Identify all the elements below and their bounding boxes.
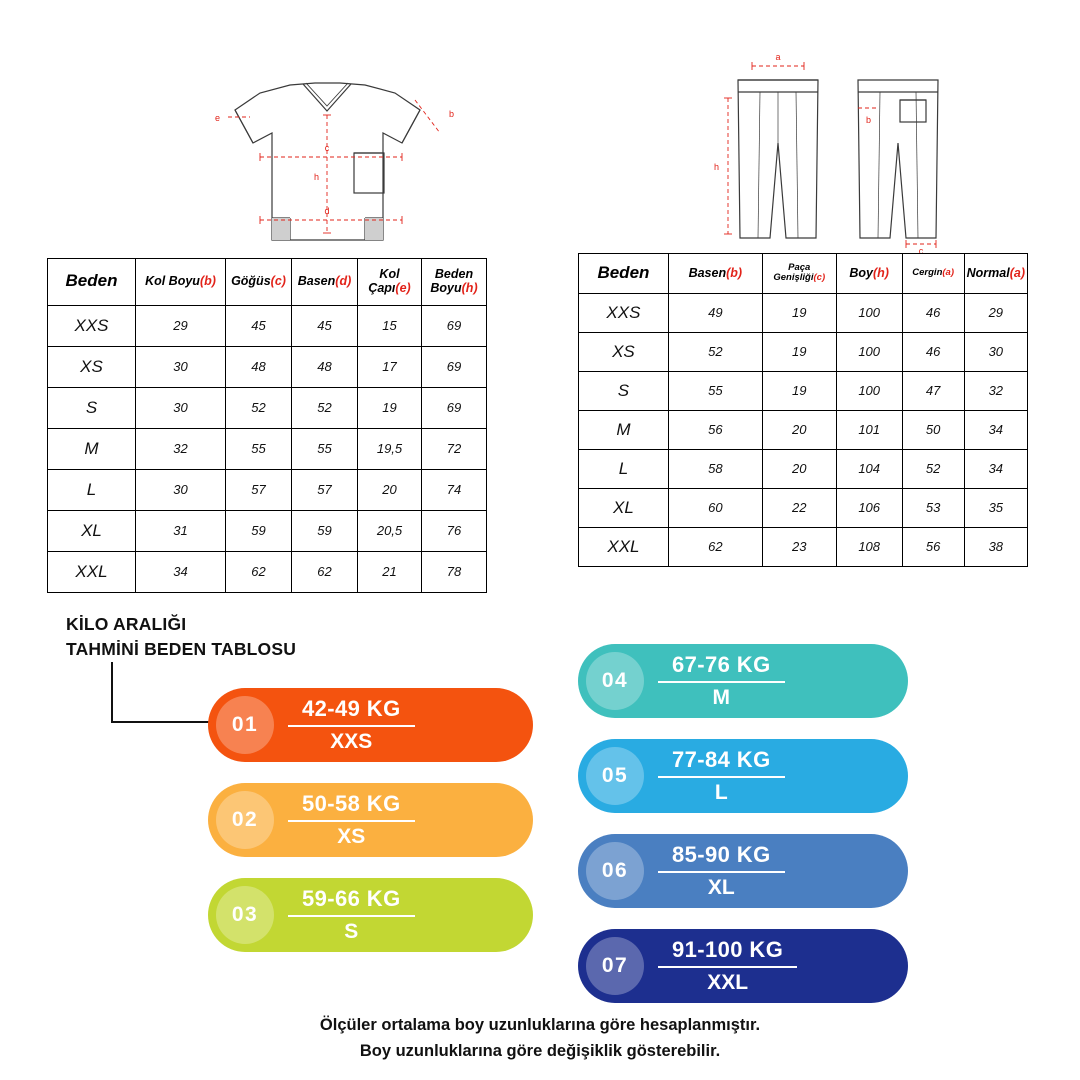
weight-pill-number: 06	[586, 842, 644, 900]
weight-size: XXL	[707, 971, 749, 994]
cell-kol-boyu: 32	[136, 428, 226, 469]
cell-beden-boyu: 69	[422, 305, 487, 346]
label-a: a	[775, 52, 781, 62]
weight-size: XS	[337, 825, 366, 848]
table-row	[48, 510, 487, 551]
label-e: e	[215, 113, 221, 123]
weight-pill-labels	[658, 747, 785, 805]
cell-boy: 100	[836, 332, 902, 371]
weight-pill-labels	[288, 886, 415, 944]
weight-pill-number: 07	[586, 937, 644, 995]
cell-basen: 57	[292, 469, 358, 510]
cell-paca: 20	[762, 449, 836, 488]
weight-range: 85-90 KG	[658, 842, 785, 873]
cell-boy: 101	[836, 410, 902, 449]
cell-kol-boyu: 30	[136, 387, 226, 428]
cell-kol-boyu: 31	[136, 510, 226, 551]
weight-pill-labels	[658, 842, 785, 900]
table-row	[579, 410, 1028, 449]
weight-size: XL	[707, 876, 735, 899]
cell-basen: 60	[668, 488, 762, 527]
weight-range: 50-58 KG	[288, 791, 415, 822]
cell-size: S	[579, 371, 669, 410]
cell-normal: 38	[964, 527, 1027, 566]
cell-cergin: 50	[902, 410, 964, 449]
weight-pill-02[interactable]	[208, 783, 533, 857]
label-b: b	[866, 115, 872, 125]
table-header-row	[48, 259, 487, 306]
cell-cergin: 46	[902, 293, 964, 332]
weight-pill-number: 01	[216, 696, 274, 754]
weight-pill-labels	[658, 652, 785, 710]
col-header-beden: Beden	[579, 254, 669, 294]
cell-gogus: 62	[226, 551, 292, 592]
weight-pill-labels	[288, 791, 415, 849]
cell-kol-boyu: 29	[136, 305, 226, 346]
cell-kol-boyu: 34	[136, 551, 226, 592]
tunic-diagram	[140, 55, 540, 245]
table-row	[579, 449, 1028, 488]
weight-title-line1: KİLO ARALIĞI	[66, 614, 187, 634]
cell-size: M	[48, 428, 136, 469]
cell-size: XXL	[48, 551, 136, 592]
weight-pill-labels	[658, 937, 797, 995]
cell-paca: 19	[762, 371, 836, 410]
label-d: d	[324, 206, 330, 216]
weight-range: 59-66 KG	[288, 886, 415, 917]
table-row	[579, 371, 1028, 410]
cell-paca: 22	[762, 488, 836, 527]
weight-pill-03[interactable]	[208, 878, 533, 952]
table-row	[579, 332, 1028, 371]
cell-beden-boyu: 69	[422, 346, 487, 387]
label-c: c	[324, 143, 330, 153]
cell-basen: 62	[668, 527, 762, 566]
weight-pill-04[interactable]	[578, 644, 908, 718]
weight-pill-number: 05	[586, 747, 644, 805]
cell-size: S	[48, 387, 136, 428]
label-b: b	[449, 109, 455, 119]
trousers-diagram	[700, 48, 1000, 253]
weight-range: 77-84 KG	[658, 747, 785, 778]
cell-basen: 48	[292, 346, 358, 387]
cell-normal: 34	[964, 410, 1027, 449]
table-row	[579, 527, 1028, 566]
cell-size: M	[579, 410, 669, 449]
cell-basen: 52	[668, 332, 762, 371]
weight-pill-number: 03	[216, 886, 274, 944]
cell-size: XS	[48, 346, 136, 387]
col-header-boy: Boy(h)	[836, 254, 902, 294]
weight-pill-07[interactable]	[578, 929, 908, 1003]
cell-normal: 35	[964, 488, 1027, 527]
cell-normal: 34	[964, 449, 1027, 488]
cell-normal: 30	[964, 332, 1027, 371]
cell-cergin: 46	[902, 332, 964, 371]
cell-basen: 56	[668, 410, 762, 449]
weight-size: S	[344, 920, 359, 943]
cell-size: XXS	[48, 305, 136, 346]
cell-basen: 58	[668, 449, 762, 488]
cell-size: XL	[579, 488, 669, 527]
cell-gogus: 57	[226, 469, 292, 510]
cell-cergin: 47	[902, 371, 964, 410]
cell-size: XXS	[579, 293, 669, 332]
table-row	[579, 488, 1028, 527]
cell-paca: 19	[762, 332, 836, 371]
cell-basen: 62	[292, 551, 358, 592]
cell-kol-capi: 19,5	[358, 428, 422, 469]
cell-gogus: 52	[226, 387, 292, 428]
weight-pill-06[interactable]	[578, 834, 908, 908]
cell-basen: 45	[292, 305, 358, 346]
table-row	[48, 428, 487, 469]
weight-range: 91-100 KG	[658, 937, 797, 968]
col-header-beden-boyu: Beden Boyu(h)	[422, 259, 487, 306]
weight-range: 42-49 KG	[288, 696, 415, 727]
cell-basen: 55	[292, 428, 358, 469]
cell-beden-boyu: 78	[422, 551, 487, 592]
label-h: h	[314, 172, 320, 182]
cell-basen: 49	[668, 293, 762, 332]
col-header-paca-genisligi: Paça Genişliği(c)	[762, 254, 836, 294]
col-header-gogus: Göğüs(c)	[226, 259, 292, 306]
label-h: h	[714, 162, 720, 172]
table-row	[48, 305, 487, 346]
weight-pill-number: 04	[586, 652, 644, 710]
cell-gogus: 48	[226, 346, 292, 387]
col-header-basen: Basen(d)	[292, 259, 358, 306]
cell-cergin: 56	[902, 527, 964, 566]
cell-kol-capi: 19	[358, 387, 422, 428]
cell-boy: 106	[836, 488, 902, 527]
weight-size: XXS	[330, 730, 373, 753]
cell-boy: 104	[836, 449, 902, 488]
cell-paca: 19	[762, 293, 836, 332]
cell-gogus: 59	[226, 510, 292, 551]
tunic-size-table	[47, 258, 487, 593]
cell-basen: 52	[292, 387, 358, 428]
weight-size: M	[712, 686, 731, 709]
cell-size: L	[579, 449, 669, 488]
cell-kol-capi: 17	[358, 346, 422, 387]
footnote-line1: Ölçüler ortalama boy uzunluklarına göre hesaplanmıştır.	[319, 1016, 761, 1034]
cell-kol-capi: 15	[358, 305, 422, 346]
cell-paca: 23	[762, 527, 836, 566]
cell-normal: 29	[964, 293, 1027, 332]
cell-kol-capi: 20	[358, 469, 422, 510]
cell-basen: 59	[292, 510, 358, 551]
col-header-normal: Normal(a)	[964, 254, 1027, 294]
weight-pill-01[interactable]	[208, 688, 533, 762]
cell-normal: 32	[964, 371, 1027, 410]
cell-beden-boyu: 76	[422, 510, 487, 551]
col-header-kol-capi: Kol Çapı(e)	[358, 259, 422, 306]
cell-kol-boyu: 30	[136, 346, 226, 387]
label-c: c	[918, 246, 924, 253]
weight-title-line2: TAHMİNİ BEDEN TABLOSU	[66, 639, 297, 660]
col-header-beden: Beden	[48, 259, 136, 306]
col-header-kol-boyu: Kol Boyu(b)	[136, 259, 226, 306]
trousers-size-table	[578, 253, 1028, 567]
col-header-cergin: Cergin(a)	[902, 254, 964, 294]
cell-gogus: 45	[226, 305, 292, 346]
weight-range: 67-76 KG	[658, 652, 785, 683]
table-row	[48, 469, 487, 510]
weight-pill-labels	[288, 696, 415, 754]
weight-pill-number: 02	[216, 791, 274, 849]
table-row	[48, 387, 487, 428]
cell-cergin: 53	[902, 488, 964, 527]
cell-boy: 108	[836, 527, 902, 566]
cell-beden-boyu: 72	[422, 428, 487, 469]
col-header-basen: Basen(b)	[668, 254, 762, 294]
cell-kol-capi: 21	[358, 551, 422, 592]
table-row	[48, 551, 487, 592]
cell-kol-capi: 20,5	[358, 510, 422, 551]
cell-size: XS	[579, 332, 669, 371]
table-row	[579, 293, 1028, 332]
cell-boy: 100	[836, 293, 902, 332]
cell-kol-boyu: 30	[136, 469, 226, 510]
cell-paca: 20	[762, 410, 836, 449]
weight-pill-05[interactable]	[578, 739, 908, 813]
cell-size: XXL	[579, 527, 669, 566]
footnote	[0, 1013, 1080, 1064]
table-header-row	[579, 254, 1028, 294]
cell-boy: 100	[836, 371, 902, 410]
cell-basen: 55	[668, 371, 762, 410]
footnote-line2: Boy uzunluklarına göre değişiklik gösterebilir.	[359, 1041, 721, 1060]
cell-beden-boyu: 69	[422, 387, 487, 428]
cell-cergin: 52	[902, 449, 964, 488]
cell-size: L	[48, 469, 136, 510]
cell-gogus: 55	[226, 428, 292, 469]
weight-size: L	[714, 781, 728, 804]
cell-size: XL	[48, 510, 136, 551]
weight-section-title	[66, 612, 296, 663]
table-row	[48, 346, 487, 387]
cell-beden-boyu: 74	[422, 469, 487, 510]
